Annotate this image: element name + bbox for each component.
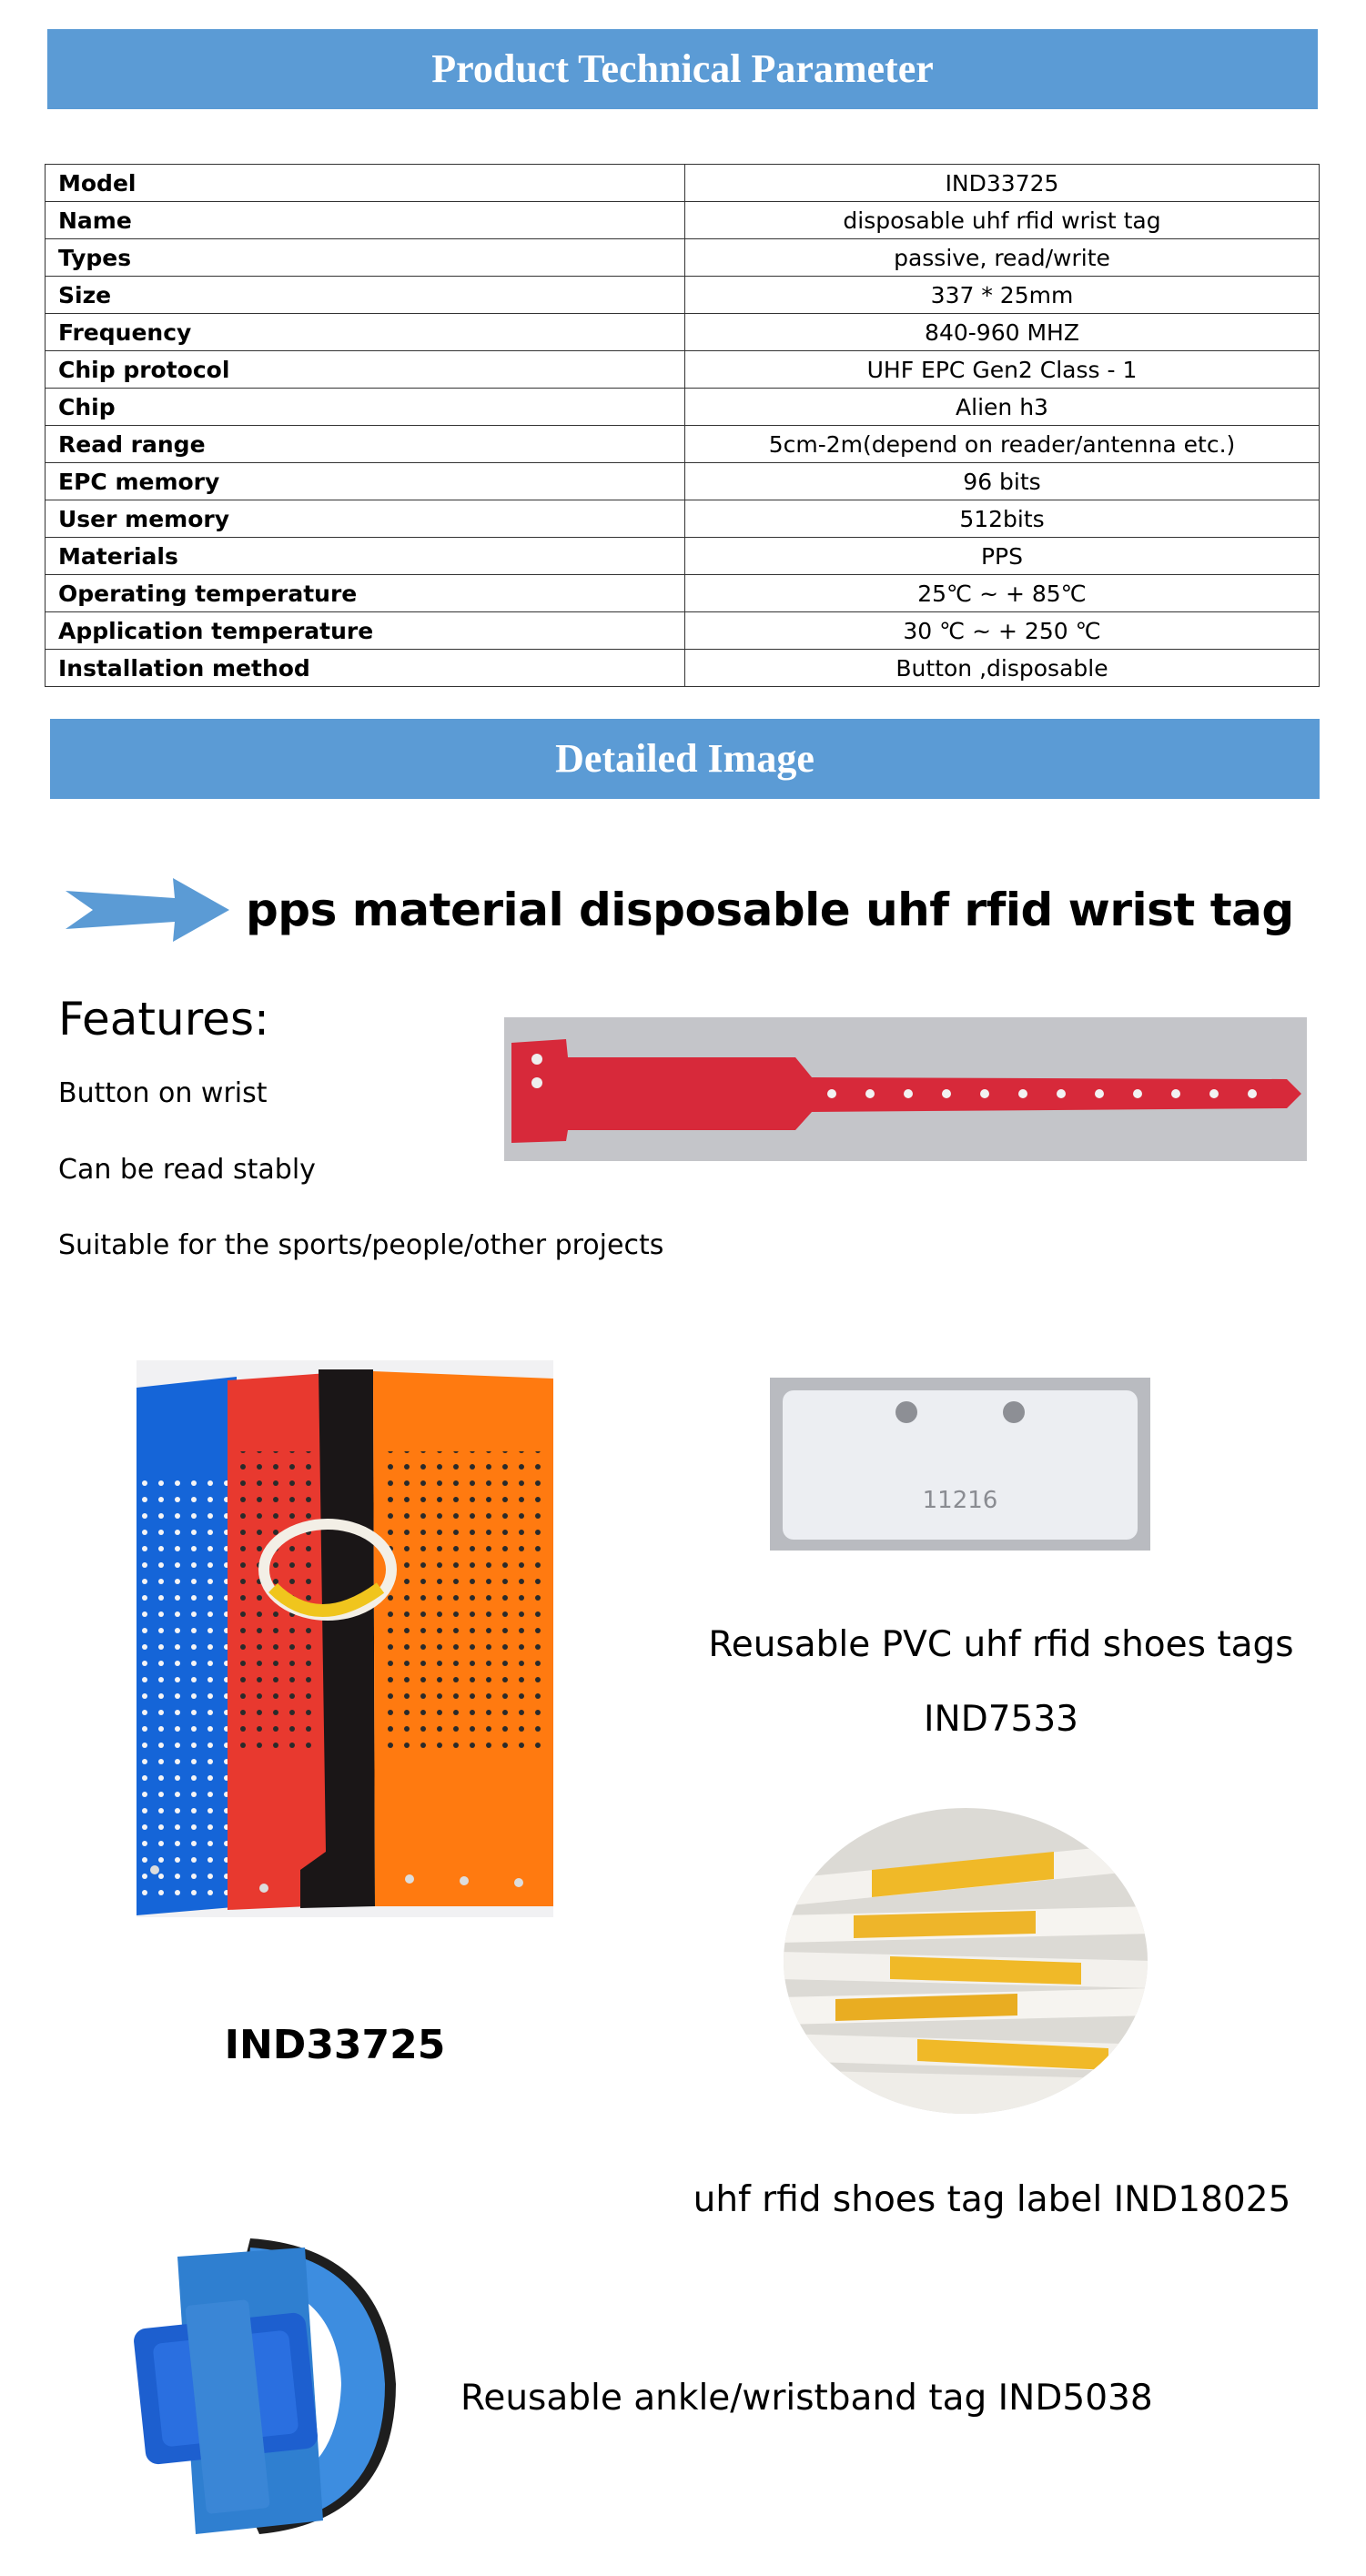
parameter-value: IND33725	[685, 165, 1320, 202]
parameter-value: Button ,disposable	[685, 650, 1320, 687]
parameter-label: Read range	[46, 426, 685, 463]
parameter-label: Chip protocol	[46, 351, 685, 389]
table-row	[46, 389, 1320, 426]
parameter-value: 96 bits	[685, 463, 1320, 500]
parameter-value: Alien h3	[685, 389, 1320, 426]
pvc-shoe-tag-model: IND7533	[924, 1699, 1078, 1740]
parameter-value: 5cm-2m(depend on reader/antenna etc.)	[685, 426, 1320, 463]
parameter-label: Materials	[46, 538, 685, 575]
parameter-value: 512bits	[685, 500, 1320, 538]
table-row	[46, 277, 1320, 314]
parameter-label: Operating temperature	[46, 575, 685, 612]
table-row	[46, 500, 1320, 538]
feature-item: Can be read stably	[58, 1154, 316, 1186]
table-row	[46, 575, 1320, 612]
shoe-tag-labels-photo	[781, 1806, 1150, 2116]
parameter-value: PPS	[685, 538, 1320, 575]
pvc-tag-print: 11216	[922, 1487, 998, 1514]
table-row	[46, 612, 1320, 650]
table-row	[46, 538, 1320, 575]
parameter-label: Name	[46, 202, 685, 239]
parameter-label: User memory	[46, 500, 685, 538]
parameter-value: UHF EPC Gen2 Class - 1	[685, 351, 1320, 389]
table-row	[46, 351, 1320, 389]
shoe-tag-label-caption: uhf rfid shoes tag label IND18025	[693, 2179, 1291, 2220]
parameter-label: EPC memory	[46, 463, 685, 500]
banner-product-technical-parameter: Product Technical Parameter	[47, 29, 1318, 109]
banner-detailed-image: Detailed Image	[50, 719, 1320, 799]
pvc-shoe-tag-photo	[770, 1378, 1150, 1551]
table-row	[46, 202, 1320, 239]
table-row	[46, 463, 1320, 500]
wristband-stack-photo	[137, 1360, 553, 1917]
parameter-value: 25℃ ~ + 85℃	[685, 575, 1320, 612]
table-row	[46, 239, 1320, 277]
pvc-shoe-tag-caption: Reusable PVC uhf rfid shoes tags	[708, 1624, 1294, 1665]
parameter-label: Chip	[46, 389, 685, 426]
table-row	[46, 650, 1320, 687]
parameter-label: Model	[46, 165, 685, 202]
parameter-table	[45, 164, 1320, 687]
parameter-value: disposable uhf rfid wrist tag	[685, 202, 1320, 239]
ankle-wristband-tag-photo	[114, 2220, 401, 2541]
table-row	[46, 426, 1320, 463]
parameter-value: 30 ℃ ~ + 250 ℃	[685, 612, 1320, 650]
ankle-wristband-tag-caption: Reusable ankle/wristband tag IND5038	[460, 2378, 1153, 2419]
table-row	[46, 165, 1320, 202]
parameter-label: Types	[46, 239, 685, 277]
parameter-label: Frequency	[46, 314, 685, 351]
arrow-icon	[66, 878, 229, 942]
wristband-stack-caption: IND33725	[224, 2022, 446, 2068]
table-row	[46, 314, 1320, 351]
detail-headline: pps material disposable uhf rfid wrist tag	[246, 884, 1294, 936]
parameter-value: 840-960 MHZ	[685, 314, 1320, 351]
parameter-label: Application temperature	[46, 612, 685, 650]
parameter-label: Size	[46, 277, 685, 314]
parameter-label: Installation method	[46, 650, 685, 687]
red-wristband-photo	[504, 1017, 1307, 1161]
feature-item: Suitable for the sports/people/other projects	[58, 1229, 664, 1261]
parameter-value: 337 * 25mm	[685, 277, 1320, 314]
feature-item: Button on wrist	[58, 1077, 268, 1109]
features-title: Features:	[58, 993, 269, 1046]
parameter-value: passive, read/write	[685, 239, 1320, 277]
